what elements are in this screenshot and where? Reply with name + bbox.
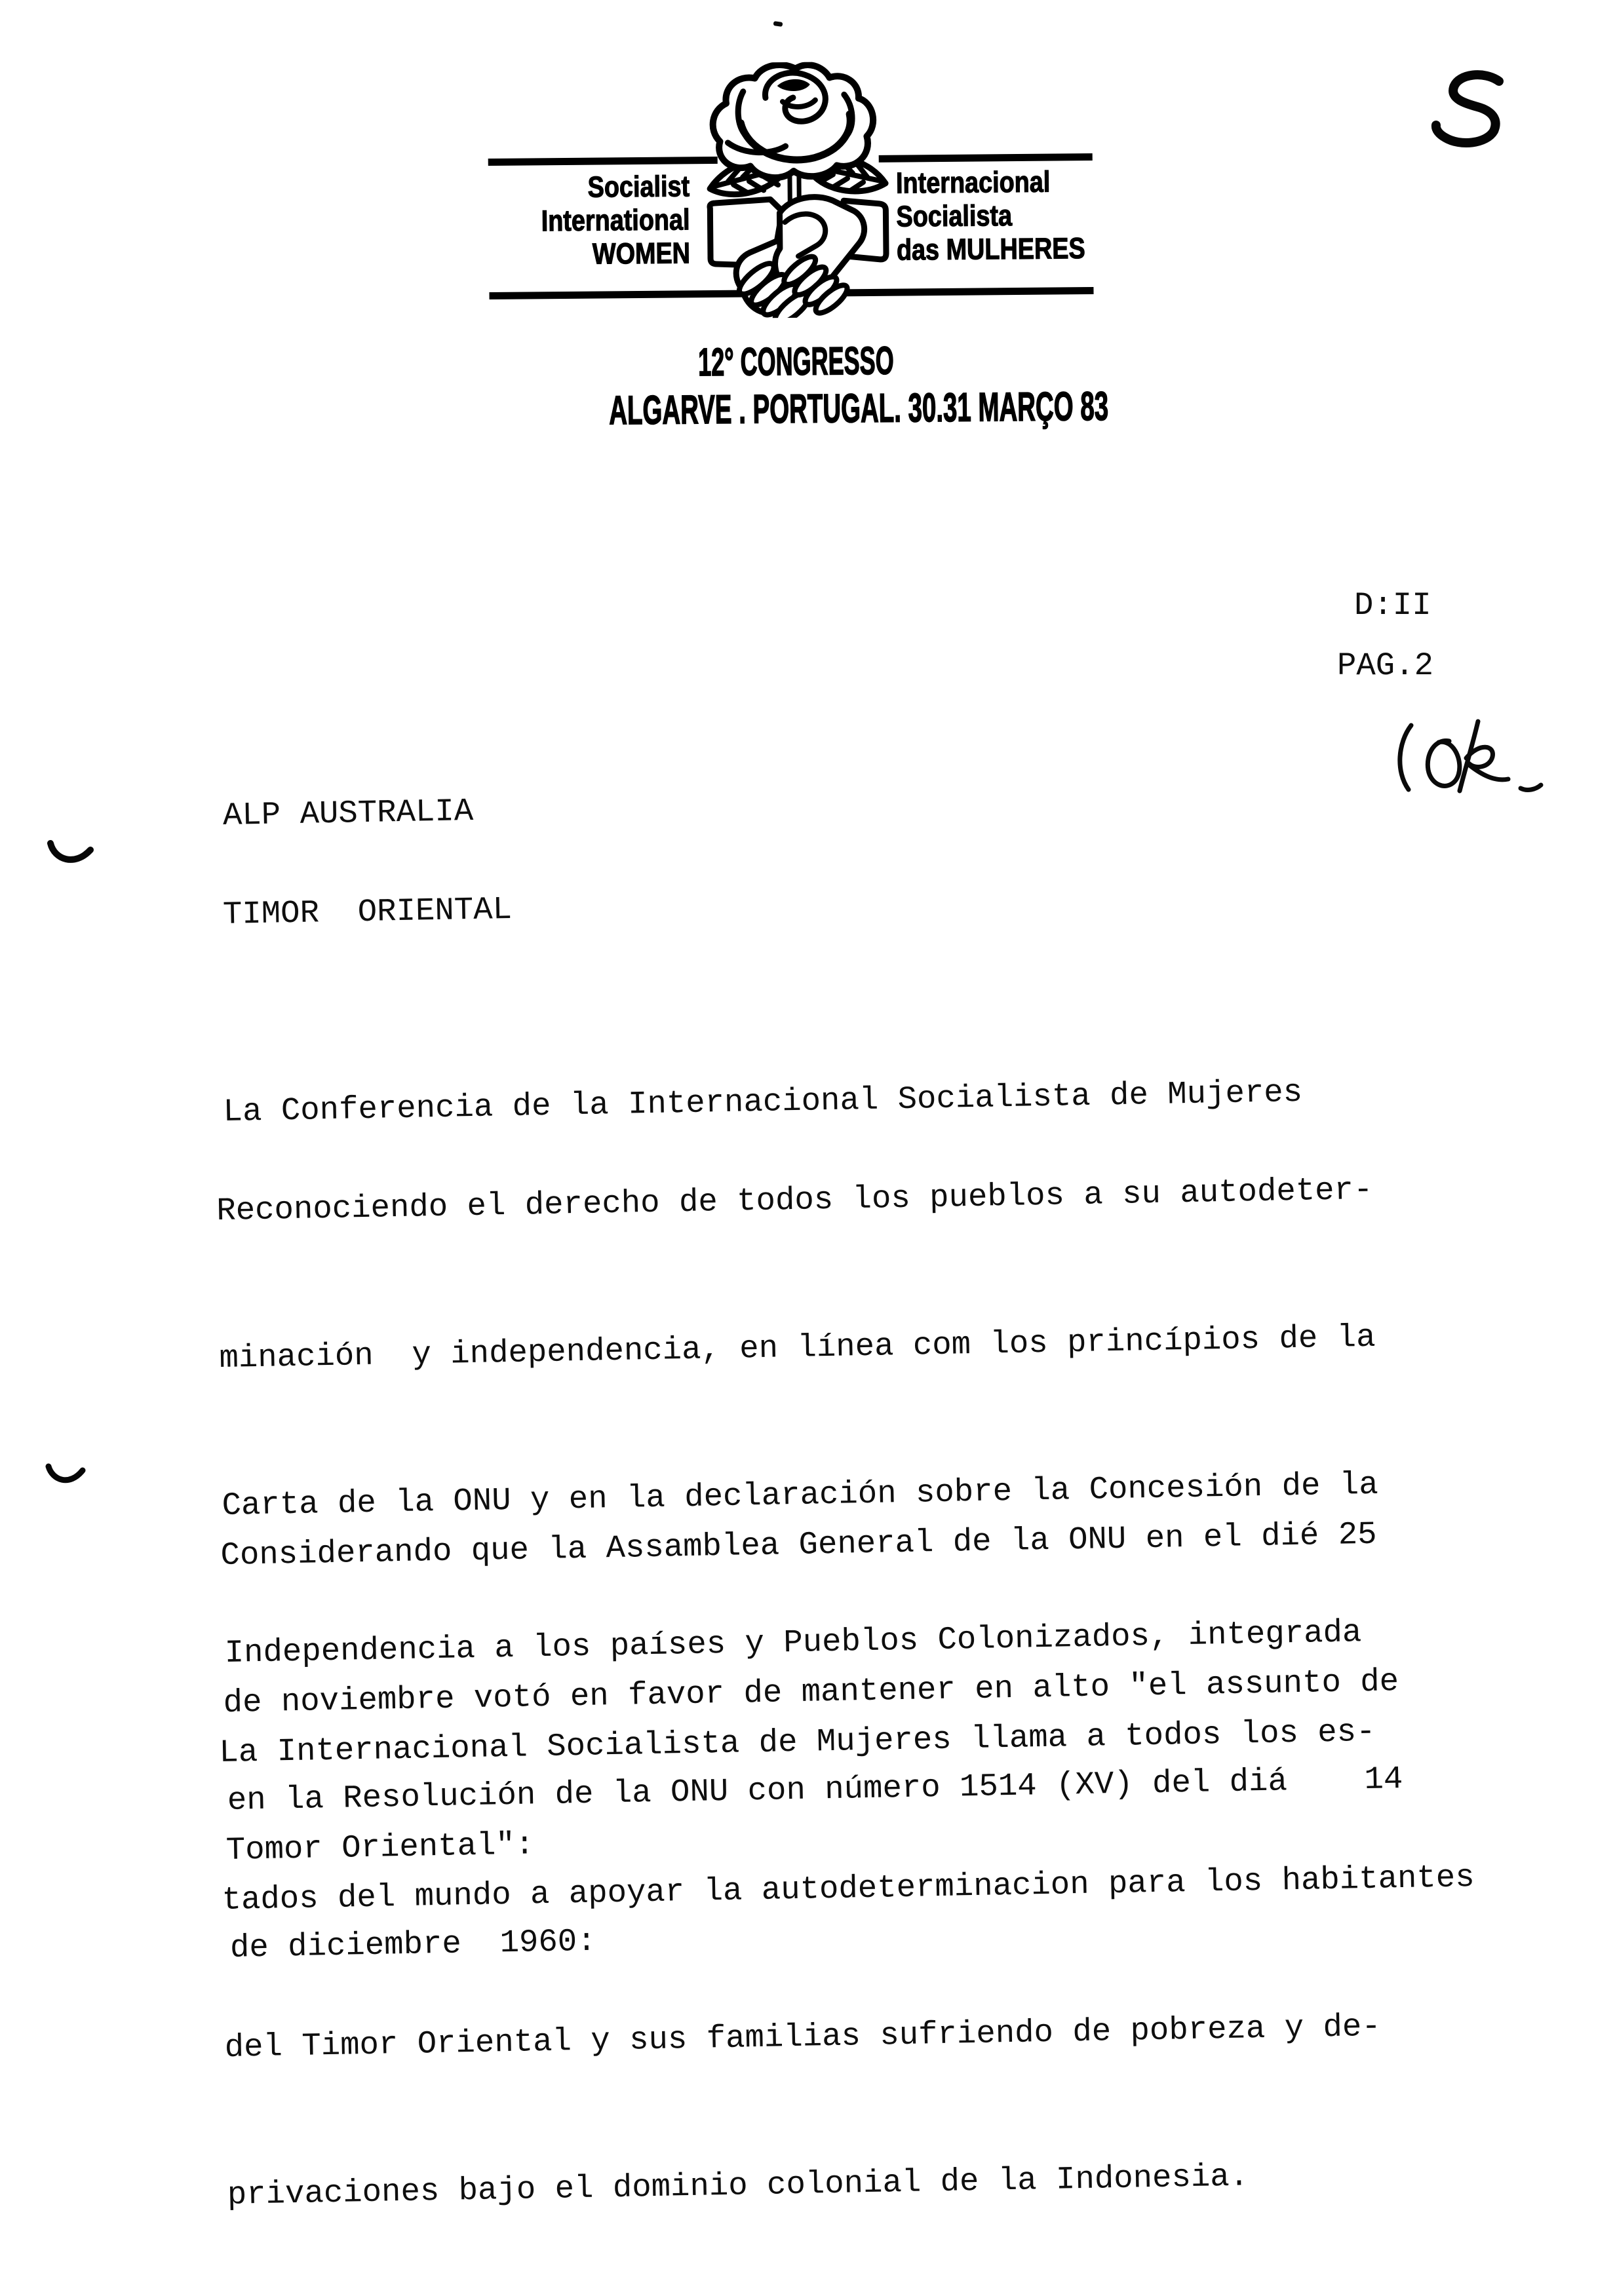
body-paragraph <box>217 1607 1481 2269</box>
letterhead-left-line: International <box>541 202 690 238</box>
body-line: Independencia a los países y Pueblos Colonizados, integrada <box>224 1614 1362 1672</box>
letterhead-left-line: Socialist <box>587 169 690 204</box>
body-line: Carta de la ONU y en la declaración sobre la Concesión de la <box>222 1466 1379 1525</box>
margin-check-mark <box>45 1462 88 1492</box>
letterhead-left-text <box>458 169 690 271</box>
body-line: de noviembre votó en favor de mantener en alto "el assunto de <box>223 1663 1399 1721</box>
delegation-heading: ALP AUSTRALIA <box>222 792 474 834</box>
doc-reference: D:II <box>1354 587 1431 624</box>
congress-location-date: ALGARVE . PORTUGAL. 30.31 MARÇO 83 <box>608 383 1109 434</box>
page-reference: PAG.2 <box>1337 647 1434 684</box>
body-line: minación y independencia, en línea com los princípios de la <box>218 1318 1376 1377</box>
scan-speck <box>773 21 783 27</box>
body-line: La Internacional Socialista de Mujeres llama a todos los es- <box>218 1713 1376 1772</box>
body-line: tados del mundo a apoyar la autodeterminacion para los habitantes <box>222 1858 1475 1919</box>
body-line: en la Resolución de la ONU con número 1514 (XV) del diá 14 <box>227 1761 1403 1819</box>
organization-letterhead <box>487 56 1109 455</box>
letterhead-right-text <box>896 164 1128 267</box>
subject-heading: TIMOR ORIENTAL <box>222 890 513 933</box>
body-line: de diciembre 1960: <box>229 1923 597 1966</box>
body-line: La Conferencia de la Internacional Socialista de Mujeres <box>223 1073 1303 1130</box>
ok-signature-mark <box>1386 716 1547 804</box>
rose-handshake-icon <box>705 62 891 318</box>
margin-check-mark <box>47 839 94 872</box>
body-line: Tomor Oriental": <box>225 1826 535 1869</box>
letterhead-right-line: das MULHERES <box>896 231 1085 267</box>
body-line: privaciones bajo el dominio colonial de la Indonesia. <box>227 2158 1249 2213</box>
handwritten-s-mark <box>1431 69 1509 157</box>
body-line: Reconociendo el derecho de todos los pueblos a su autodeter- <box>216 1171 1373 1230</box>
body-line: Considerando que la Assamblea General de la ONU en el dié 25 <box>220 1516 1378 1575</box>
body-line: del Timor Oriental y sus familias sufriendo de pobreza y de- <box>224 2008 1382 2066</box>
congress-title: 12° CONGRESSO <box>697 338 894 385</box>
letterhead-right-line: Socialista <box>896 199 1013 233</box>
letterhead-right-line: Internacional <box>895 164 1051 200</box>
letterhead-left-line: WOMEN <box>592 236 691 271</box>
